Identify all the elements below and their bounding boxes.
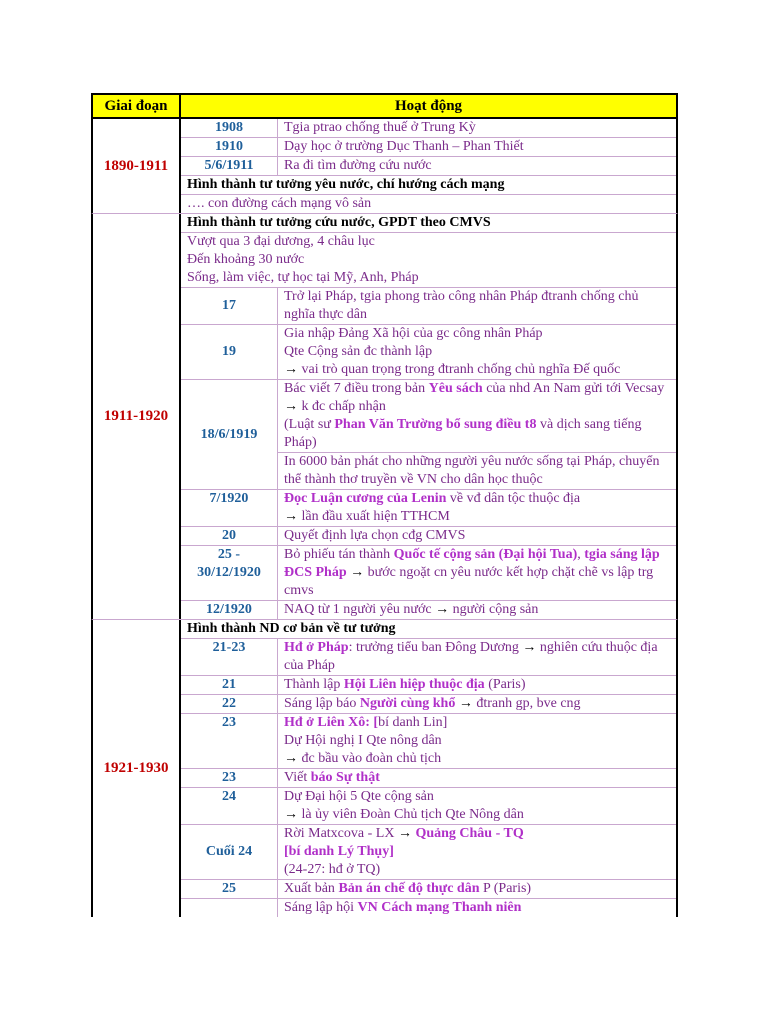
row-line: Qte Cộng sản đc thành lập [284, 344, 433, 359]
arrow-icon: → [284, 509, 298, 524]
table-row [181, 601, 676, 619]
table-row [181, 138, 676, 157]
table-row [181, 676, 676, 695]
intro-block [181, 233, 676, 288]
row-date: 25 [181, 880, 278, 898]
row-date: 23 [181, 769, 278, 787]
row-text: Bác viết 7 điều trong bản Yêu sách của nhd An Nam gửi tới Vecsay → k đc chấp nhận (Luật sư Phan Văn Trường bổ sung điều t8 và dịch sang tiếng Pháp) [278, 380, 676, 453]
table-row [181, 825, 676, 880]
row-text: Quyết định lựa chọn cđg CMVS [284, 528, 466, 543]
table-row [181, 546, 676, 601]
period-summary: Hình thành ND cơ bản về tư tưởng [181, 620, 676, 639]
row-date: 17 [181, 288, 278, 324]
timeline-table [91, 93, 678, 917]
row-date: 24 [181, 788, 278, 824]
row-text: Dự Đại hội 5 Qte cộng sản → là ủy viên Đoàn Chủ tịch Qte Nông dân [284, 789, 524, 822]
row-text: Rời Matxcova - LX → Quảng Châu - TQ [bí danh Lý Thụy] (24-27: hđ ở TQ) [284, 826, 524, 877]
period-label: 1911-1920 [93, 214, 181, 619]
period-label: 1921-1930 [93, 620, 181, 917]
row-date: 21-23 [181, 639, 278, 675]
table-row [181, 695, 676, 714]
table-row [181, 788, 676, 825]
row-text: Đọc Luận cương của Lenin về vđ dân tộc thuộc địa → lần đầu xuất hiện TTHCM [284, 491, 581, 524]
row-date: Cuối 24 [181, 825, 278, 879]
arrow-icon: → [284, 399, 298, 414]
table-row [181, 769, 676, 788]
row-line: Gia nhập Đảng Xã hội của gc công nhân Pháp [284, 326, 543, 341]
row-date: 1910 [181, 138, 278, 156]
period-summary: Hình thành tư tưởng yêu nước, chí hướng cách mạng [181, 176, 676, 195]
row-date: 7/1920 [181, 490, 278, 526]
row-text: Ra đi tìm đường cứu nước [284, 158, 432, 173]
row-date [181, 899, 278, 917]
arrow-icon: → [284, 751, 298, 766]
row-text: Xuất bản Bản án chế độ thực dân P (Paris) [284, 881, 532, 896]
period-1921-1930 [91, 620, 678, 917]
period-label: 1890-1911 [93, 119, 181, 213]
row-text: Thành lập Hội Liên hiệp thuộc địa (Paris) [284, 677, 526, 692]
row-text: Bỏ phiếu tán thành Quốc tế cộng sản (Đại hội Tua), tgia sáng lập ĐCS Pháp → bước ngoặt cn yêu nước kết hợp chặt chẽ vs lập trg cmvs [284, 547, 660, 598]
row-text: In 6000 bản phát cho những người yêu nước sống tại Pháp, chuyển thể thành thơ truyền về VN cho dân học thuộc [284, 454, 660, 487]
table-row [181, 119, 676, 138]
row-line: → vai trò quan trọng trong đtranh chống chủ nghĩa Đế quốc [284, 362, 621, 377]
table-row [181, 899, 676, 917]
table-row [181, 157, 676, 176]
table-row [181, 639, 676, 676]
row-text: Trở lại Pháp, tgia phong trào công nhân Pháp đtranh chống chủ nghĩa thực dân [284, 289, 639, 322]
arrow-icon: → [458, 696, 473, 711]
row-text: Dạy học ở trường Dục Thanh – Phan Thiết [284, 139, 524, 154]
header-period: Giai đoạn [93, 95, 181, 117]
table-row [181, 288, 676, 325]
table-row [181, 380, 676, 490]
period-1890-1911 [91, 119, 678, 214]
row-date: 5/6/1911 [181, 157, 278, 175]
header-activity: Hoạt động [394, 98, 463, 114]
row-text: Sáng lập báo Người cùng khổ → đtranh gp, bve cng [284, 696, 581, 711]
row-date: 12/1920 [181, 601, 278, 619]
period-summary: Hình thành tư tưởng cứu nước, GPDT theo CMVS [181, 214, 676, 233]
period-1911-1920 [91, 214, 678, 620]
table-row [181, 714, 676, 769]
arrow-icon: → [397, 826, 412, 841]
arrow-icon: → [522, 640, 537, 655]
row-text [278, 325, 676, 379]
table-row [181, 880, 676, 899]
row-date: 25 - 30/12/1920 [181, 546, 278, 600]
intro-line: Vượt qua 3 đại dương, 4 châu lục [187, 234, 375, 249]
row-text: Tgia ptrao chống thuế ở Trung Kỳ [284, 120, 476, 135]
row-text: Viết báo Sự thật [284, 770, 380, 785]
row-date: 18/6/1919 [181, 380, 278, 489]
row-text: NAQ từ 1 người yêu nước → người cộng sản [284, 602, 539, 617]
arrow-icon: → [350, 565, 365, 580]
row-date: 20 [181, 527, 278, 545]
row-text: Sáng lập hội VN Cách mạng Thanh niên [284, 900, 522, 915]
intro-line: Sống, làm việc, tự học tại Mỹ, Anh, Pháp [187, 270, 419, 285]
table-row [181, 490, 676, 527]
row-date: 21 [181, 676, 278, 694]
table-header [91, 93, 678, 119]
row-date: 23 [181, 714, 278, 768]
row-date: 22 [181, 695, 278, 713]
period-note: …. con đường cách mạng vô sản [187, 196, 372, 211]
arrow-icon: → [284, 807, 298, 822]
table-row [181, 325, 676, 380]
table-row [181, 527, 676, 546]
arrow-icon: → [435, 602, 450, 617]
row-date: 1908 [181, 119, 278, 137]
row-date: 19 [181, 325, 278, 379]
row-text: Hđ ở Pháp: trưởng tiểu ban Đông Dương → nghiên cứu thuộc địa của Pháp [284, 640, 658, 673]
intro-line: Đến khoảng 30 nước [187, 252, 305, 267]
arrow-icon: → [284, 362, 298, 377]
row-text: Hđ ở Liên Xô: [bí danh Lin] Dự Hội nghị I Qte nông dân → đc bầu vào đoàn chủ tịch [284, 715, 448, 766]
